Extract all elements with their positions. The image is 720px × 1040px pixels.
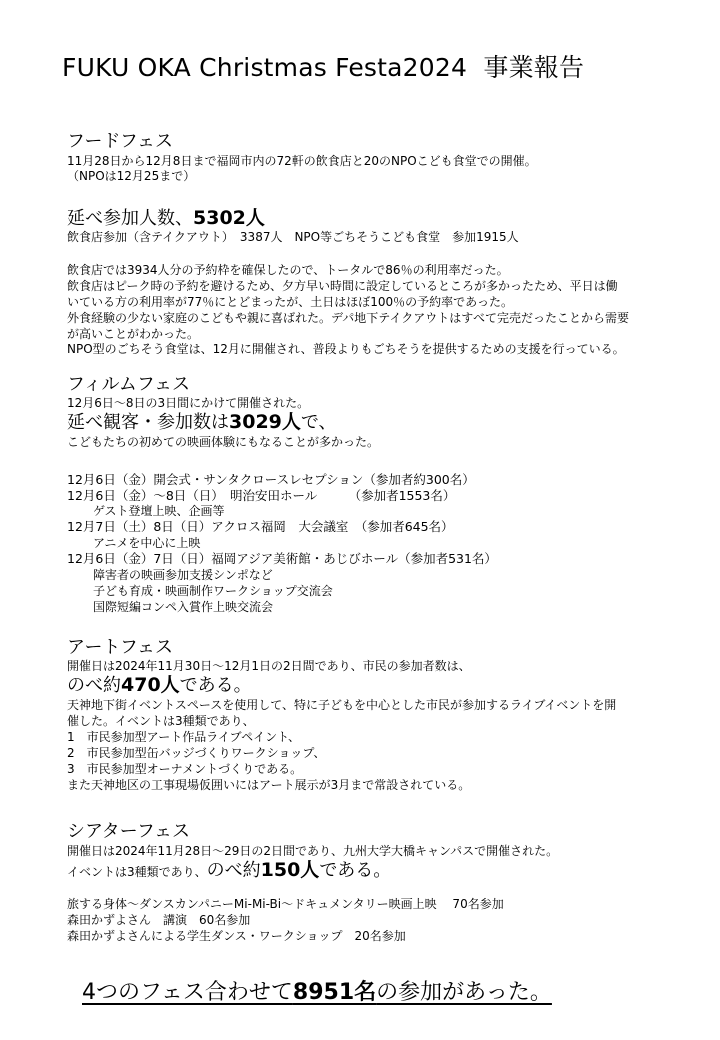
film-line1: 12月6日～8日の3日間にかけて開催された。: [67, 396, 310, 410]
film-event2-detail: ゲスト登壇上映、企画等: [93, 504, 225, 518]
theater-event3: 森田かずよさんによる学生ダンス・ワークショップ 20名参加: [67, 929, 406, 943]
summary-line: [82, 980, 552, 1005]
film-event3-detail: アニメを中心に上映: [93, 536, 201, 550]
film-total-prefix: 延べ観客・参加数は: [67, 412, 229, 433]
film-event3: 12月7日（土）8日（日）アクロス福岡 大会議室 （参加者645名）: [67, 519, 454, 534]
film-total-suffix: で、: [300, 412, 337, 433]
food-p4: 外食経験の少ない家庭のこどもや親に喜ばれた。デパ地下テイクアウトはすべて完売だったことから需要: [67, 311, 629, 325]
film-total: [67, 412, 337, 434]
film-event2: 12月6日（金）～8日（日） 明治安田ホール （参加者1553名）: [67, 488, 456, 503]
art-p2: 催した。イベントは3種類であり、: [67, 714, 255, 728]
film-heading: フィルムフェス: [67, 374, 190, 395]
art-line1: 開催日は2024年11月30日～12月1日の2日間であり、市民の参加者数は、: [67, 659, 471, 673]
film-total-num: 3029人: [229, 411, 301, 433]
art-item1: 1 市民参加型アート作品ライブペイント、: [67, 730, 300, 744]
art-total-num: 470人: [121, 674, 180, 696]
food-p6: NPO型のごちそう食堂は、12月に開催され、普段よりもごちそうを提供するための支援を行っている。: [67, 342, 625, 356]
film-event4: 12月6日（金）7日（日）福岡アジア美術館・あじびホール（参加者531名）: [67, 551, 497, 566]
food-p5: が高いことがわかった。: [67, 327, 200, 341]
film-event1: 12月6日（金）開会式・サンタクロースレセプション（参加者約300名）: [67, 472, 475, 487]
food-p1: 飲食店では3934人分の予約枠を確保したので、トータルで86％の利用率だった。: [67, 263, 509, 277]
theater-line2-big: のべ約: [206, 860, 261, 881]
page-title: [62, 54, 584, 83]
theater-line2-suffix: である。: [319, 860, 392, 881]
theater-line2-num: 150人: [260, 859, 320, 881]
summary-prefix: 4つのフェス合わせて: [82, 980, 293, 1005]
film-line3: こどもたちの初めての映画体験にもなることが多かった。: [67, 435, 380, 449]
theater-event1: 旅する身体～ダンスカンパニーMi-Mi-Bi～ドキュメンタリー映画上映 70名参加: [67, 897, 504, 911]
art-heading: アートフェス: [67, 637, 174, 658]
summary-num: 8951名: [292, 980, 377, 1005]
art-item3: 3 市民参加型オーナメントづくりである。: [67, 762, 303, 776]
art-total-suffix: である。: [179, 675, 252, 696]
theater-line2-prefix: イベントは3種類であり、: [67, 865, 207, 879]
food-line2: （NPOは12月25まで）: [67, 169, 196, 183]
theater-event2: 森田かずよさん 講演 60名参加: [67, 913, 251, 927]
food-line1: 11月28日から12月8日まで福岡市内の72軒の飲食店と20のNPOこども食堂での開催。: [67, 154, 537, 168]
film-event4-detail2: 子ども育成・映画制作ワークショップ交流会: [93, 584, 333, 598]
art-total-prefix: のべ約: [67, 675, 121, 696]
food-total-prefix: 延べ参加人数、: [67, 208, 193, 229]
food-p2: 飲食店はピーク時の予約を避けるため、夕方早い時間に設定しているところが多かったため、平日は働: [67, 279, 618, 293]
food-total: [67, 208, 265, 230]
film-event4-detail3: 国際短編コンペ入賞作上映交流会: [93, 600, 274, 614]
art-total: [67, 675, 252, 697]
food-breakdown: 飲食店参加（含テイクアウト） 3387人 NPO等ごちそうこども食堂 参加1915人: [67, 230, 519, 244]
theater-heading: シアターフェス: [67, 821, 190, 842]
title-en: FUKU OKA Christmas Festa2024: [62, 53, 468, 82]
film-event4-detail1: 障害者の映画参加支援シンポなど: [93, 568, 273, 582]
art-p3: また天神地区の工事現場仮囲いにはアート展示が3月まで常設されている。: [67, 778, 471, 792]
food-total-num: 5302人: [193, 207, 265, 229]
food-p3: いている方の利用率が77％にとどまったが、土日はほぼ100％の予約率であった。: [67, 295, 514, 309]
food-heading: フードフェス: [67, 131, 174, 152]
title-jp: 事業報告: [483, 53, 585, 82]
summary-suffix: の参加があった。: [376, 980, 552, 1005]
theater-line2: [67, 860, 391, 882]
theater-line1: 開催日は2024年11月28日～29日の2日間であり、九州大学大橋キャンパスで開催された。: [67, 844, 559, 858]
art-p1: 天神地下街イベントスペースを使用して、特に子どもを中心とした市民が参加するライブイベントを開: [67, 698, 617, 712]
art-item2: 2 市民参加型缶バッジづくりワークショップ、: [67, 746, 326, 760]
